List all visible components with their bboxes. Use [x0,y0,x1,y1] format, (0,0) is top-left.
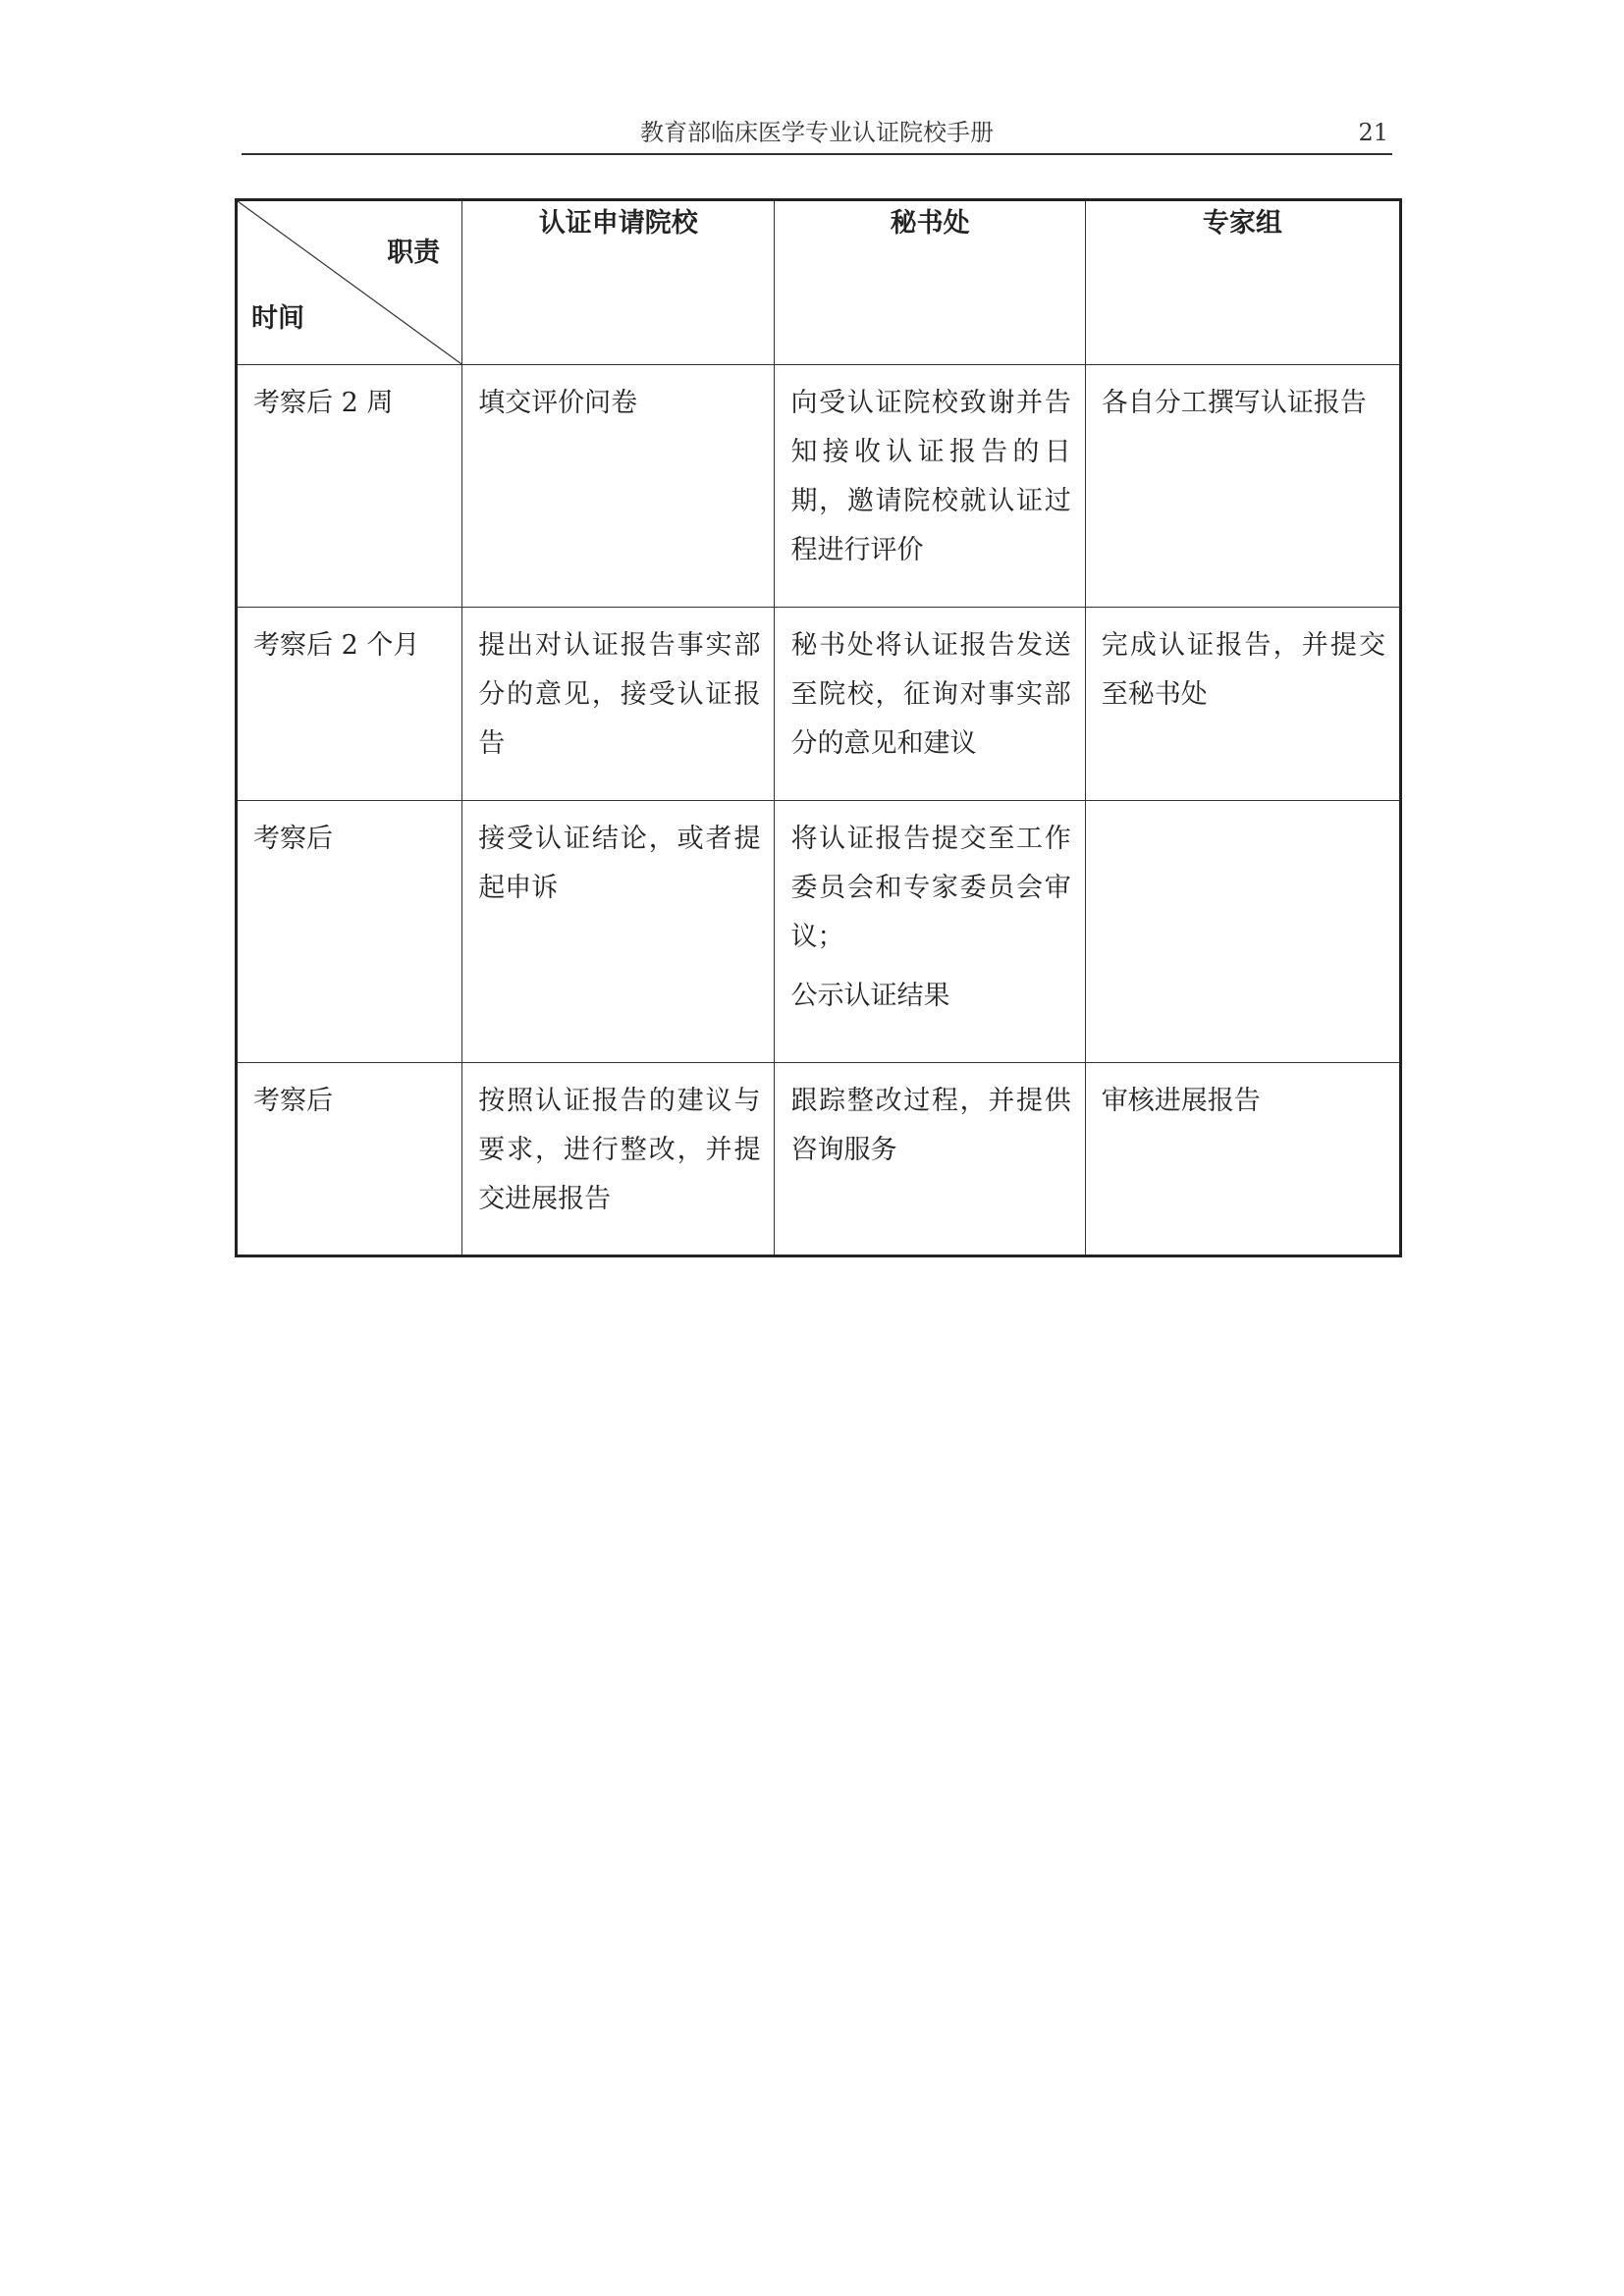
experts-cell: 审核进展报告 [1101,1086,1261,1116]
secretariat-cell: 将认证报告提交至工作委员会和专家委员会审议； 公示认证结果 [790,824,1071,1011]
time-cell: 考察后 [253,1086,333,1116]
diagonal-line [238,201,461,364]
experts-cell-empty [1086,801,1399,825]
school-cell: 提出对认证报告事实部分的意见，接受认证报告 [478,630,761,759]
time-cell: 考察后 2 个月 [253,630,420,661]
school-cell: 填交评价问卷 [478,388,638,418]
table-row [237,608,1401,801]
experts-cell: 完成认证报告，并提交至秘书处 [1101,630,1385,710]
experts-cell: 各自分工撰写认证报告 [1101,388,1367,418]
secretariat-cell: 跟踪整改过程，并提供咨询服务 [790,1086,1071,1165]
page-number: 21 [1358,119,1388,146]
time-cell: 考察后 2 周 [253,388,394,418]
secretariat-cell: 向受认证院校致谢并告知接收认证报告的日期，邀请院校就认证过程进行评价 [790,388,1071,565]
column-header-school: 认证申请院校 [462,200,775,365]
column-header-secretariat: 秘书处 [775,200,1085,365]
school-cell: 接受认证结论，或者提起申诉 [478,824,761,903]
table-row [237,1063,1401,1256]
time-cell: 考察后 [253,824,333,854]
secretariat-cell: 秘书处将认证报告发送至院校，征询对事实部分的意见和建议 [790,630,1071,759]
page-header [242,116,1392,155]
table-header-row [237,200,1401,365]
column-header-experts: 专家组 [1085,200,1400,365]
corner-label-responsibility: 职责 [387,238,441,268]
table-row [237,801,1401,1063]
corner-header-cell [237,200,462,365]
school-cell: 按照认证报告的建议与要求，进行整改，并提交进展报告 [478,1086,761,1214]
table-row [237,365,1401,608]
header-title: 教育部临床医学专业认证院校手册 [640,119,994,146]
corner-label-time: 时间 [251,303,304,334]
responsibility-table [235,198,1402,1257]
